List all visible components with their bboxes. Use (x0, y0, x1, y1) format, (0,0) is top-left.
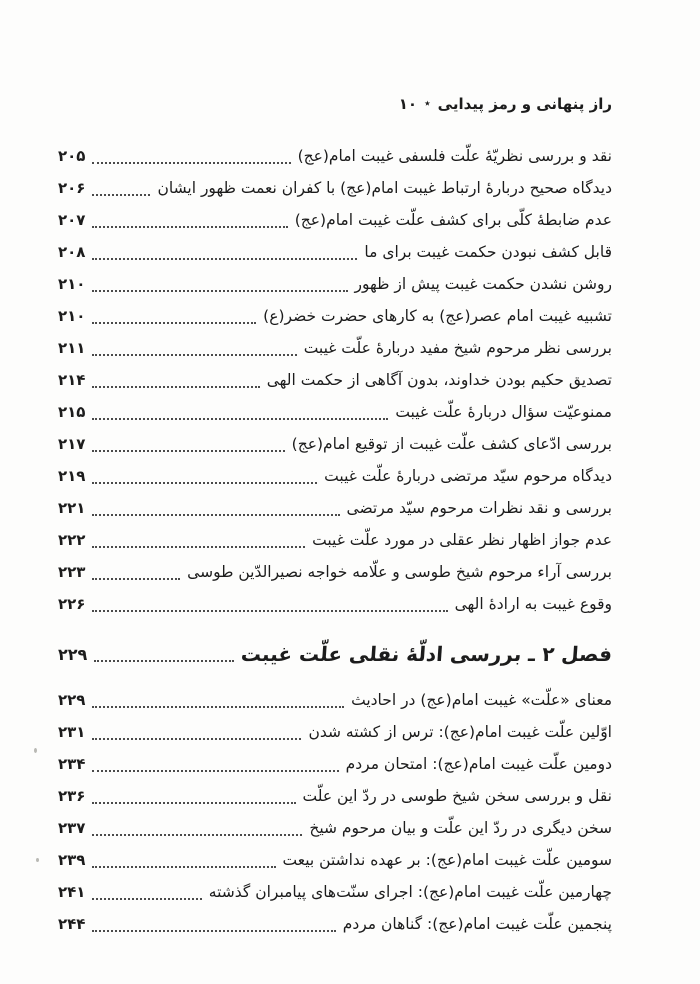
toc-row (58, 716, 612, 748)
toc-page-number: ۲۱۰ (58, 307, 86, 325)
toc-entry-title: نقل و بررسی سخن شیخ طوسی در ردّ این علّت (302, 787, 612, 805)
toc-entry-title: تصدیق حکیم بودن خداوند، بدون آگاهی از حکمت الهی (266, 371, 612, 389)
scan-speck (36, 858, 39, 862)
toc-page-number: ۲۱۵ (58, 403, 86, 421)
toc-page-number: ۲۰۶ (58, 179, 86, 197)
toc-entry-title: نقد و بررسی نظریّۀ علّت فلسفی غیبت امام(عج) (297, 147, 612, 165)
toc-page-number: ۲۰۸ (58, 243, 86, 261)
toc-page-number: ۲۰۵ (58, 147, 86, 165)
dot-leader (92, 277, 347, 292)
toc-entry-title: پنجمین علّت غیبت امام(عج): گناهان مردم (342, 915, 612, 933)
toc-row (58, 492, 612, 524)
toc-entry-title: روشن نشدن حکمت غیبت پیش از ظهور (354, 275, 612, 293)
toc-entry-title: ممنوعیّت سؤال دربارۀ علّت غیبت (395, 403, 612, 421)
toc-row (58, 332, 612, 364)
dot-leader (92, 501, 339, 516)
toc-row (58, 460, 612, 492)
dot-leader (92, 789, 295, 804)
toc-page-number: ۲۳۷ (58, 819, 86, 837)
toc-entry-title: عدم ضابطۀ کلّی برای کشف علّت غیبت امام(عج) (294, 211, 612, 229)
toc-entry-title: اوّلین علّت غیبت امام(عج): ترس از کشته شدن (308, 723, 612, 741)
toc-entry-title: عدم جواز اظهار نظر عقلی در مورد علّت غیبت (312, 531, 612, 549)
toc-page-number: ۲۱۴ (58, 371, 86, 389)
toc-entry-title: بررسی ادّعای کشف علّت غیبت از توقیع امام(عج) (291, 435, 612, 453)
toc-row (58, 812, 612, 844)
dot-leader (92, 341, 296, 356)
toc-row (58, 524, 612, 556)
toc-entry-title: دیدگاه مرحوم سیّد مرتضی دربارۀ علّت غیبت (324, 467, 612, 485)
toc-row (58, 428, 612, 460)
toc-page-number: ۲۰۷ (58, 211, 86, 229)
dot-leader (92, 693, 344, 708)
toc-row (58, 634, 612, 674)
toc-page-number: ۲۱۹ (58, 467, 86, 485)
toc-entry-title: تشبیه غیبت امام عصر(عج) به کارهای حضرت خضر(ع) (263, 307, 612, 325)
toc-page-number: ۲۴۱ (58, 883, 86, 901)
toc-page-content (58, 92, 612, 940)
toc-entry-title: سخن دیگری در ردّ این علّت و بیان مرحوم شیخ (309, 819, 612, 837)
toc-row (58, 684, 612, 716)
header-page-number: ۱۰ (398, 95, 418, 113)
toc-page-number: ۲۲۹ (58, 644, 88, 664)
toc-page-number: ۲۱۱ (58, 339, 86, 357)
toc-row (58, 748, 612, 780)
toc-page-number: ۲۳۴ (58, 755, 86, 773)
toc-row (58, 300, 612, 332)
toc-row (58, 236, 612, 268)
toc-row (58, 556, 612, 588)
dot-leader (92, 245, 357, 260)
toc-entry-title: سومین علّت غیبت امام(عج): بر عهده نداشتن بیعت (282, 851, 612, 869)
toc-entry-title: دیدگاه صحیح دربارۀ ارتباط غیبت امام(عج) با کفران نعمت ظهور ایشان (157, 179, 612, 197)
toc-row (58, 204, 612, 236)
toc-page-number: ۲۱۷ (58, 435, 86, 453)
toc-page-number: ۲۴۴ (58, 915, 86, 933)
dot-leader (92, 725, 301, 740)
toc-page-number: ۲۳۹ (58, 851, 86, 869)
toc-page-number: ۲۲۶ (58, 595, 86, 613)
scan-speck (34, 748, 37, 753)
dot-leader (92, 181, 150, 196)
toc-page-number: ۲۳۶ (58, 787, 86, 805)
toc-page-number: ۲۲۹ (58, 691, 86, 709)
dot-leader (92, 853, 275, 868)
toc-entry-title: وقوع غیبت به ارادۀ الهی (454, 595, 612, 613)
dot-leader (92, 309, 256, 324)
toc-entry-title: چهارمین علّت غیبت امام(عج): اجرای سنّت‌های پیامبران گذشته (208, 883, 612, 901)
dot-leader (92, 757, 338, 772)
toc-entry-title: قابل کشف نبودن حکمت غیبت برای ما (364, 243, 612, 261)
toc-row (58, 364, 612, 396)
dot-leader (92, 213, 287, 228)
book-title: راز پنهانی و رمز پیدایی (437, 95, 612, 113)
dot-leader (92, 469, 317, 484)
dot-leader (92, 885, 201, 900)
dot-leader (92, 565, 180, 580)
toc-entry-title: بررسی و نقد نظرات مرحوم سیّد مرتضی (346, 499, 612, 517)
toc-entry-title: فصل ۲ ـ بررسی ادلّۀ نقلی علّت غیبت (240, 642, 613, 666)
dot-leader (92, 821, 302, 836)
toc-row (58, 396, 612, 428)
toc (58, 140, 612, 940)
toc-entry-title: بررسی آراء مرحوم شیخ طوسی و علّامه خواجه نصیرالدّین طوسی (187, 563, 612, 581)
toc-page-number: ۲۱۰ (58, 275, 86, 293)
toc-row (58, 140, 612, 172)
dot-leader (92, 437, 284, 452)
dot-leader (94, 647, 234, 662)
toc-page-number: ۲۳۱ (58, 723, 86, 741)
toc-page-number: ۲۲۳ (58, 563, 86, 581)
toc-row (58, 908, 612, 940)
toc-row (58, 172, 612, 204)
toc-entry-title: دومین علّت غیبت امام(عج): امتحان مردم (345, 755, 612, 773)
dot-leader (92, 597, 447, 612)
toc-row (58, 876, 612, 908)
dot-leader (92, 917, 335, 932)
toc-row (58, 268, 612, 300)
dot-leader (92, 373, 259, 388)
toc-row (58, 844, 612, 876)
dot-leader (92, 533, 305, 548)
star-separator-icon: ٭ (424, 96, 431, 110)
toc-page-number: ۲۲۲ (58, 531, 86, 549)
toc-page-number: ۲۲۱ (58, 499, 86, 517)
running-head (58, 92, 612, 116)
toc-entry-title: معنای «علّت» غیبت امام(عج) در احادیث (351, 691, 612, 709)
toc-row (58, 780, 612, 812)
toc-row (58, 588, 612, 620)
toc-entry-title: بررسی نظر مرحوم شیخ مفید دربارۀ علّت غیبت (303, 339, 612, 357)
dot-leader (92, 149, 290, 164)
dot-leader (92, 405, 388, 420)
